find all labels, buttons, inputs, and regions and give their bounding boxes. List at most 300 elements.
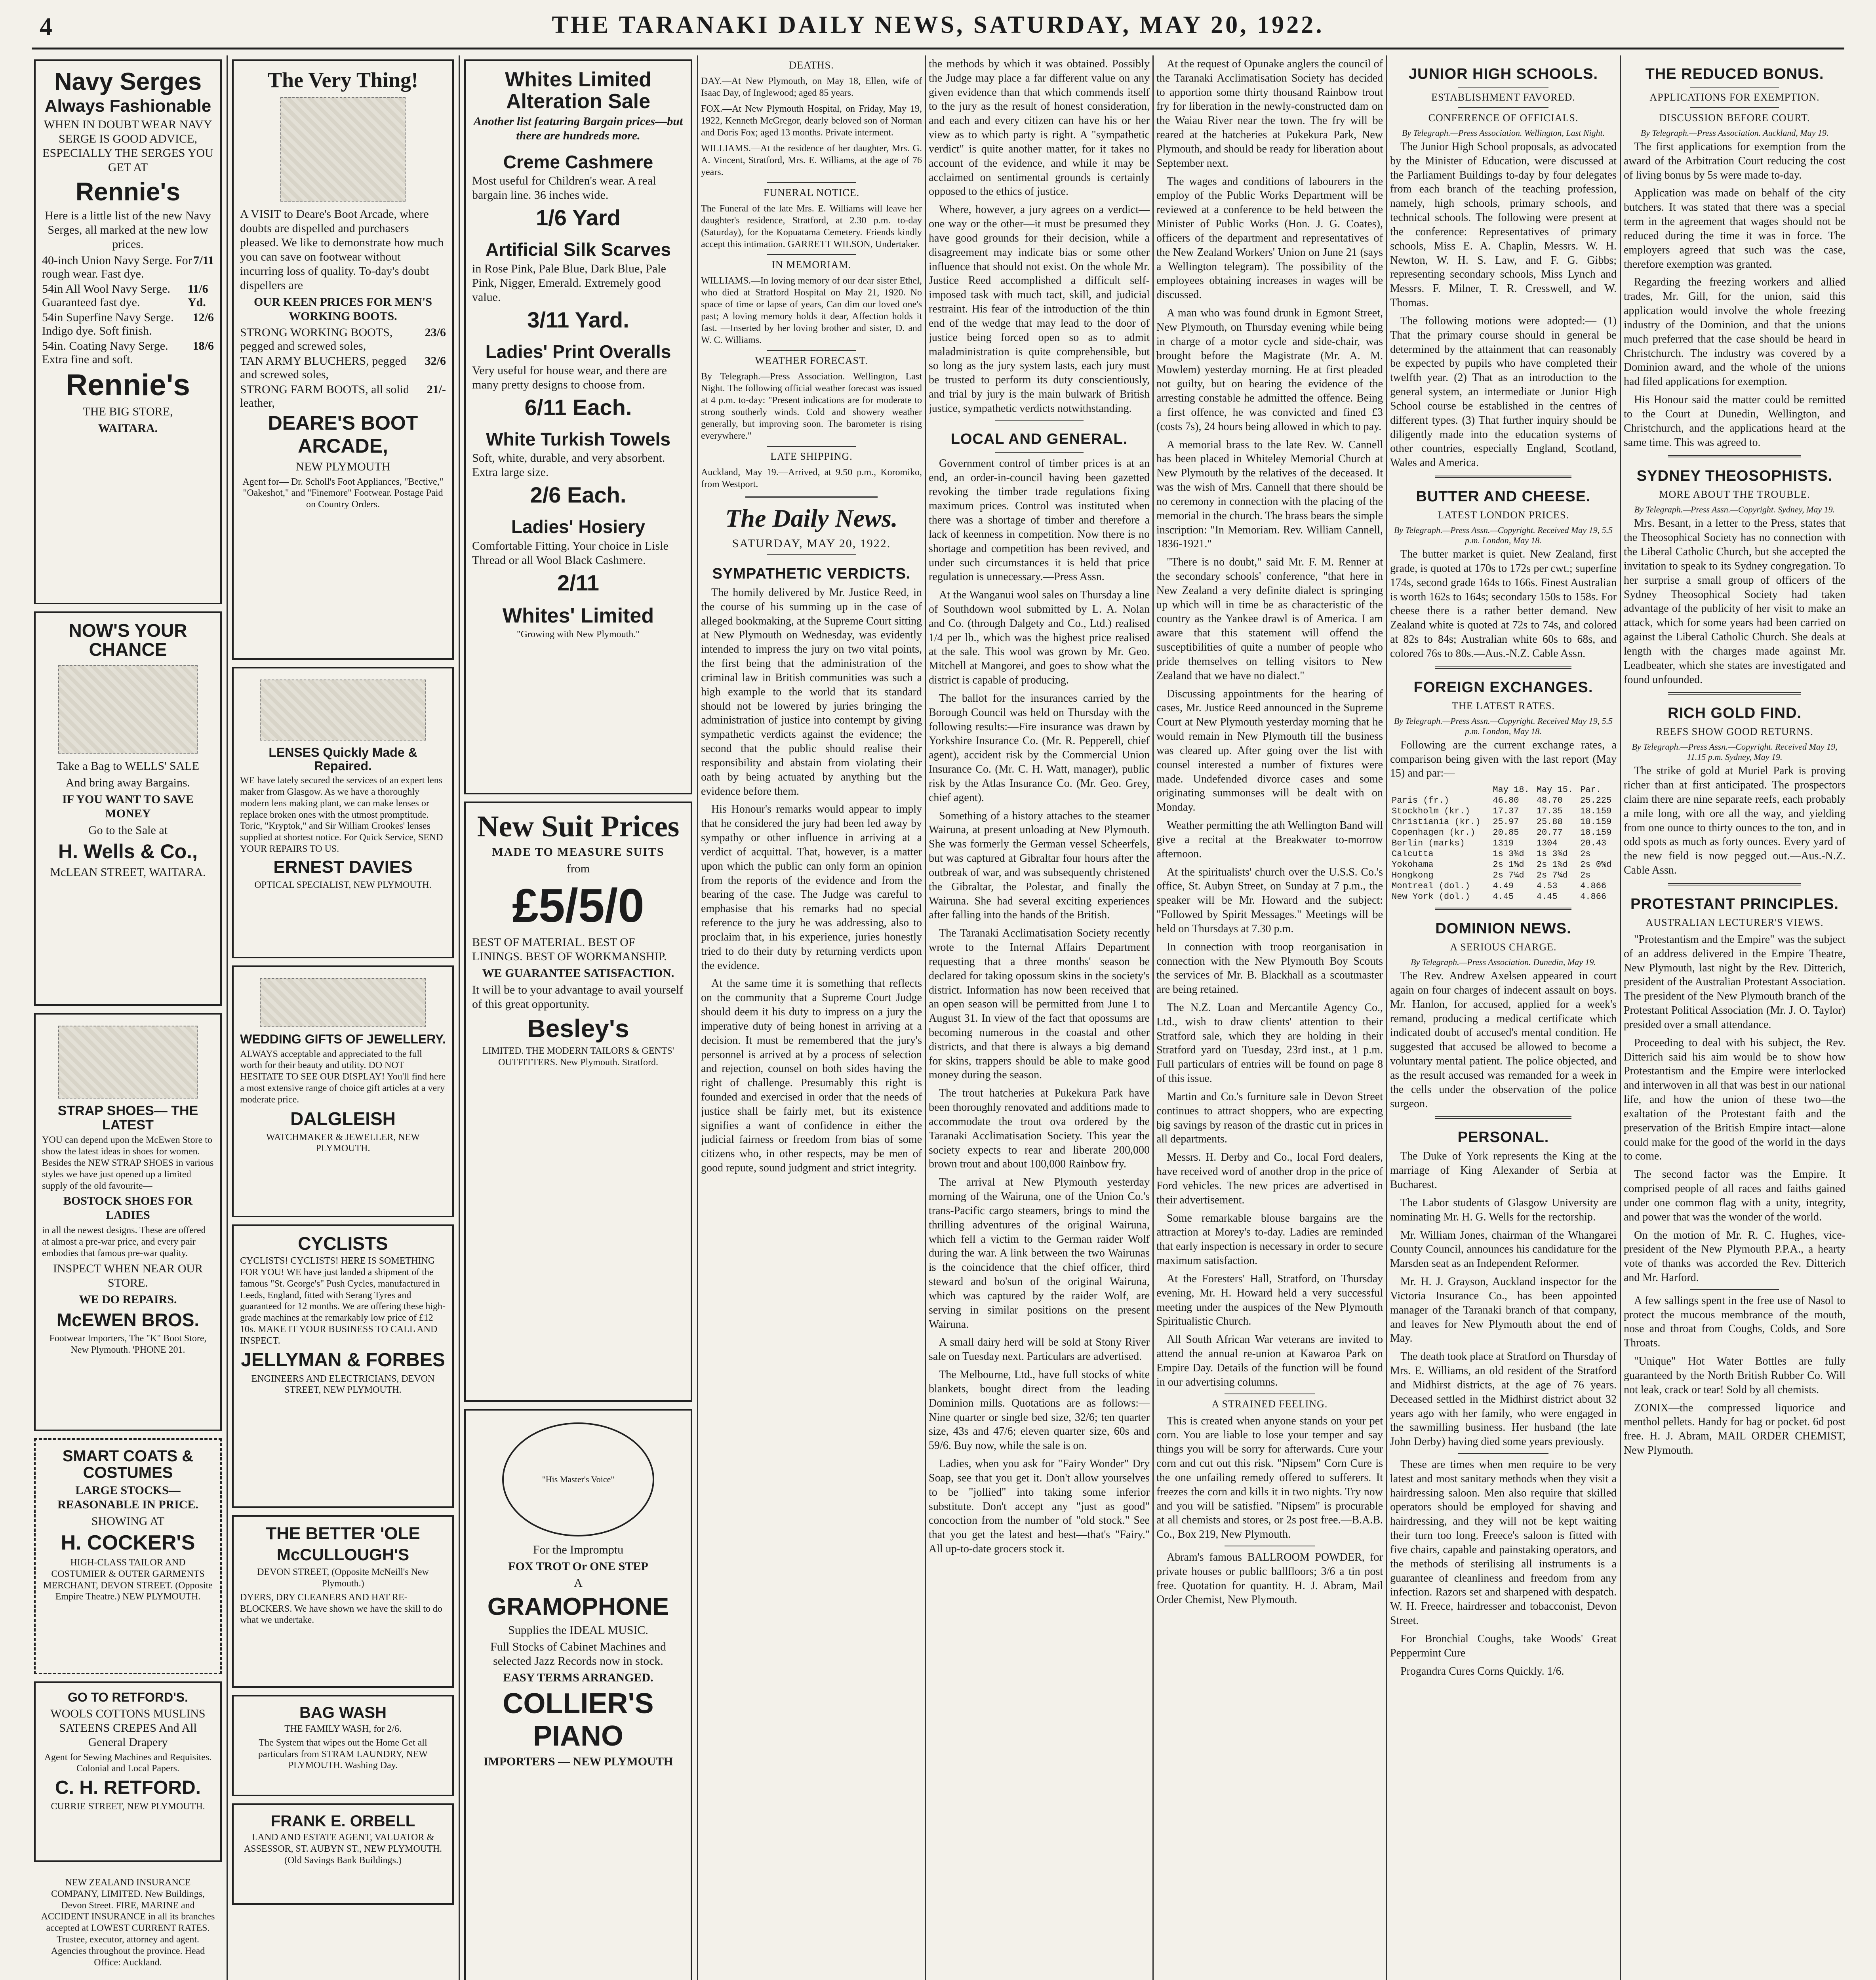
- ad-line: BEST OF MATERIAL. BEST OF LININGS. BEST OF WORKMANSHIP.: [472, 935, 667, 963]
- section-heading: DEATHS.: [789, 59, 834, 71]
- table-cell: 4.866: [1580, 892, 1607, 902]
- notice-text: FOX.—At New Plymouth Hospital, on Friday, May 19, 1922, Kenneth McGregor, dearly beloved son of Norman and Doris Fox; aged 13 months. Private interment.: [701, 104, 922, 138]
- store-town: NEW PLYMOUTH: [295, 460, 390, 473]
- item-desc: Most useful for Children's wear. A real bargain line. 36 inches wide.: [472, 174, 656, 202]
- subheading: APPLICATIONS FOR EXEMPTION.: [1649, 91, 1820, 103]
- article-paragraph: A few sallings spent in the free use of Nasol to protect the mucous membrance of the mouth, nose and throat from Coughs, Colds, and Sore Throats.: [1624, 1294, 1846, 1350]
- article-paragraph: Weather permitting the ath Wellington Band will give a recital at the Breakwater to-morrow afternoon.: [1156, 819, 1383, 860]
- article-paragraph: "There is no doubt," said Mr. F. M. Renner at the secondary schools' conference, "that here in New Zealand a very definite dialect is springing up which will in time be as characteristic of the country as the Yankee drawl is of America. I am aware that this statement will offend the susceptibilities of quite a number of people who pride themselves on telling visitors to New Zealand that we have no dialect.": [1156, 556, 1383, 682]
- store-agents: Agent for— Dr. Scholl's Foot Appliances, "Bective," "Oakeshot," and "Finemore" Footwear. Postage Paid on Country Orders.: [242, 476, 444, 510]
- article-paragraph: Mrs. Besant, in a letter to the Press, states that the Theosophical Society has no connection with the Liberal Catholic Church, but she accepted the invitation to speak to its Sydney congregation. To her surprise a small group of officers of the Sydney Theosophical Society had taken advantage of the publicity of her visit to make an attack, which for some years had been carried on against the Liberal Catholic Church. She deals at length with the charges made against Mr. Leadbeater, which she states are investigated and found unfounded.: [1624, 517, 1846, 686]
- store-name: JELLYMAN & FORBES: [241, 1349, 445, 1371]
- article-paragraph: The Duke of York represents the King at the marriage of King Alexander of Serbia at Bucharest.: [1390, 1150, 1617, 1191]
- store-address: DEVON STREET, (Opposite McNeill's New Plymouth.): [257, 1567, 429, 1589]
- item-price: 6/11 Each.: [524, 395, 632, 420]
- jewellery-illustration: [260, 978, 426, 1027]
- section-headline: JUNIOR HIGH SCHOOLS.: [1408, 66, 1598, 82]
- ad-text: DYERS, DRY CLEANERS AND HAT RE-BLOCKERS. We have shown we have the skill to do what we undertake.: [240, 1592, 442, 1626]
- gramophone-logo-icon: [502, 1422, 654, 1536]
- item-label: 54in All Wool Navy Serge. Guaranteed fast dye.: [42, 282, 170, 309]
- store-name: Rennie's: [75, 177, 181, 206]
- ad-line: WE DO REPAIRS.: [79, 1293, 177, 1306]
- divider: [1458, 107, 1549, 108]
- store-name: McCULLOUGH'S: [276, 1545, 409, 1564]
- ad-headline: Whites Limited Alteration Sale: [505, 68, 651, 113]
- table-cell: 48.70: [1536, 796, 1563, 806]
- column-rule: [459, 55, 460, 1980]
- ad-headline: NOW'S YOUR CHANCE: [69, 620, 187, 660]
- divider: [767, 554, 855, 555]
- divider: [767, 446, 855, 447]
- store-address: HIGH-CLASS TAILOR AND COSTUMIER & OUTER GARMENTS MERCHANT, DEVON STREET. (Opposite Empire Theatre.) NEW PLYMOUTH.: [43, 1557, 213, 1602]
- ad-items: WOOLS COTTONS MUSLINS SATEENS CREPES And All General Drapery: [50, 1707, 206, 1749]
- ad-line: Full Stocks of Cabinet Machines and selected Jazz Records now in stock.: [490, 1640, 667, 1668]
- item-label: 54in. Coating Navy Serge. Extra fine and soft.: [42, 339, 168, 366]
- column-5: [929, 55, 1150, 1980]
- column-4: [701, 55, 922, 1980]
- store-footer: Footwear Importers, The "K" Boot Store, New Plymouth. 'PHONE 201.: [49, 1333, 207, 1355]
- article-paragraph: The trout hatcheries at Pukekura Park have been thoroughly renovated and additions made to accommodate the trout ova ordered by the Taranaki Acclimatisation Society. This year the society expects to rear and liberate 200,000 brown trout and about 100,000 Rainbow fry.: [929, 1087, 1150, 1171]
- notice-text: WILLIAMS.—In loving memory of our dear sister Ethel, who died at Stratford Hospital on May 21, 1920. No space of time or lapse of years, Can dim our loved one's past; A loving memory holds it dear, Affection holds it fast. —Inserted by her loving brother and sister, D. and W. C. Williams.: [701, 276, 922, 345]
- divider: [1690, 1289, 1779, 1290]
- column-7: [1390, 55, 1617, 1980]
- ad-line: Go to the Sale at: [88, 823, 168, 837]
- notice-text: The Funeral of the late Mrs. E. Williams will leave her daughter's residence, Stratford, at 2.30 p.m. to-day (Saturday), for the Kopuatama Cemetery. Friends kindly accept this intimation. GARRETT WILSON, Undertaker.: [701, 204, 922, 249]
- table-row: [1390, 859, 1617, 870]
- item-name: Ladies' Hosiery: [511, 516, 646, 537]
- section-heading: FUNERAL NOTICE.: [763, 187, 860, 198]
- article-paragraph: Abram's famous BALLROOM POWDER, for private houses or public ballfloors; 3/6 a tin post free. Quotation for quantity. H. J. Abram, Mail Order Chemist, New Plymouth.: [1156, 1551, 1383, 1606]
- table-row: [1390, 817, 1617, 827]
- article-paragraph: Mr. H. J. Grayson, Auckland inspector for the Victoria Insurance Co., has been appointed manager of the Taranaki branch of that company, and leaves for New Plymouth about the end of May.: [1390, 1276, 1617, 1345]
- store-slogan: "Growing with New Plymouth.": [516, 629, 640, 640]
- table-cell: 2s 7¼d: [1536, 870, 1568, 881]
- table-cell: Paris (fr.): [1392, 796, 1449, 806]
- store-name: Whites' Limited: [502, 604, 654, 627]
- article-paragraph: "Protestantism and the Empire" was the subject of an address delivered in the Empire Theatre, New Plymouth, last night by the Rev. Ditterich, president of the Australian Protestant Association. The president of the New Plymouth branch of the Protestant Political Association (Mr. J. O. Taylor) presided over a small attendance.: [1624, 933, 1846, 1031]
- table-row: [1390, 838, 1617, 849]
- table-cell: 18.159: [1580, 828, 1612, 838]
- byline: By Telegraph.—Press Association. Dunedin, May 19.: [1411, 957, 1596, 967]
- ad-subhead: BOSTOCK SHOES FOR LADIES: [63, 1194, 193, 1222]
- article-paragraph: Application was made on behalf of the city butchers. It was stated that there was a special term in the agreement that wages should not be reduced during the time it was in force. The employers agreed that such was the case, therefore exemption was granted.: [1624, 187, 1846, 270]
- ad-line: LARGE STOCKS— REASONABLE IN PRICE.: [57, 1484, 198, 1511]
- dateline: SATURDAY, MAY 20, 1922.: [732, 537, 891, 550]
- page-title: THE TARANAKI DAILY NEWS, SATURDAY, MAY 20, 1922.: [552, 11, 1324, 38]
- divider: [1435, 1116, 1571, 1119]
- mccullough-advert: [232, 1515, 454, 1688]
- article-paragraph: The death took place at Stratford on Thursday of Mrs. E. Williams, an old resident of the Stratford and Midhirst districts, at the age of 76 years. Deceased settled in the Midhirst district about 32 years ago with her family, who were engaged in the sawmilling business. Her husband (the late John Derby) having died some years previously.: [1390, 1350, 1617, 1448]
- mcewen-advert: [34, 1013, 222, 1431]
- item-desc: Soft, white, durable, and very absorbent. Extra large size.: [472, 451, 665, 479]
- ad-line: And bring away Bargains.: [65, 776, 190, 789]
- section-headline: BUTTER AND CHEESE.: [1416, 488, 1591, 505]
- price-item: [240, 326, 446, 353]
- store-name: Rennie's: [66, 368, 190, 402]
- wells-advert: [34, 611, 222, 1006]
- item-label: STRONG FARM BOOTS, all solid leather,: [240, 383, 409, 409]
- ad-line: It will be to your advantage to avail yourself of this great opportunity.: [472, 983, 684, 1011]
- ad-text: Agent for Sewing Machines and Requisites. Colonial and Local Papers.: [44, 1752, 212, 1774]
- article-paragraph: The Junior High School proposals, as advocated by the Minister of Education, were discussed at the Parliament Buildings to-day by four delegates from each branch of the teaching profession, namely, high schools, primary schools, and technical schools. The following were present at the conference: Representatives of primary schools, Miss E. A. Chaplin, Messrs. W. H. Newton, W. H. S. Law, and F. G. Gibbs; representing secondary schools, Miss Lynch and Messrs. F. Milner, T. R. Cresswell, and W. Thomas.: [1390, 141, 1617, 309]
- spectacles-illustration: [260, 680, 426, 741]
- besley-advert: [464, 802, 692, 1402]
- item-label: 54in Superfine Navy Serge. Indigo dye. Soft finish.: [42, 311, 174, 338]
- item-label: STRONG WORKING BOOTS, pegged and screwed soles,: [240, 326, 393, 352]
- article-paragraph: Messrs. H. Derby and Co., local Ford dealers, have received word of another drop in the price of Ford vehicles. The new prices are advertised in their advertisement.: [1156, 1151, 1383, 1206]
- subheading: REEFS SHOW GOOD RETURNS.: [1656, 726, 1813, 738]
- article-paragraph: A small dairy herd will be sold at Stony River sale on Tuesday next. Particulars are advertised.: [929, 1336, 1150, 1363]
- section-headline: DOMINION NEWS.: [1435, 920, 1571, 937]
- price-item: [42, 339, 214, 366]
- ad-line: from: [566, 862, 590, 875]
- subheading: DISCUSSION BEFORE COURT.: [1659, 112, 1810, 124]
- article-paragraph: The butter market is quiet. New Zealand, first grade, is quoted at 170s to 172s per cwt.; superfine 174s, second grade 164s to 166s. Finest Australian is worth 162s to 164s; secondary 150s to 158s. For cheese there is a rather better demand. New Zealand white is quoted at 72s to 74s, and colored at 82s to 84s; Australian white 60s to 68s, and colored 76s to 80s.—Aus.-N.Z. Cable Assn.: [1390, 548, 1617, 660]
- ad-headline: LENSES Quickly Made & Repaired.: [269, 745, 417, 773]
- store-address: ENGINEERS AND ELECTRICIANS, DEVON STREET, NEW PLYMOUTH.: [251, 1373, 435, 1396]
- store-town: WAITARA.: [98, 422, 158, 435]
- ad-headline: STRAP SHOES— THE LATEST: [57, 1103, 198, 1133]
- article-paragraph: The ballot for the insurances carried by the Borough Council was held on Thursday with the following results:—Fire insurance was drawn by Yorkshire Insurance Co. (Mr. R. Pepperell, chief agent), accident risk by the Commercial Union Insurance Co. (Mr. C. H. Watt, manager), public risk by the Atlas Insurance Co. (Mr. Geo. Grey, chief agent).: [929, 692, 1150, 804]
- subheading: CONFERENCE OF OFFICIALS.: [1428, 112, 1579, 124]
- table-row: [1390, 827, 1617, 838]
- price-item: [42, 282, 214, 309]
- section-headline: PERSONAL.: [1457, 1129, 1549, 1146]
- section-heading: WEATHER FORECAST.: [755, 355, 868, 366]
- article-paragraph: The Labor students of Glasgow University are nominating Mr. H. G. Wells for the rectorship.: [1390, 1196, 1617, 1223]
- item-desc: in Rose Pink, Pale Blue, Dark Blue, Pale Pink, Nigger, Emerald. Extremely good value.: [472, 262, 666, 304]
- bagwash-advert: [232, 1695, 454, 1796]
- column-header: [1390, 784, 1491, 795]
- article-paragraph: Regarding the freezing workers and allied trades, Mr. Gill, for the union, said this application would involve the whole freezing industry of the Dominion, and that the unions much preferred that the case should be heard in Christchurch. The industry was covered by a Dominion award, and the whole of the unions had filed applications for exemption.: [1624, 276, 1846, 388]
- article-paragraph: The homily delivered by Mr. Justice Reed, in the course of his summing up in the case of alleged bookmaking, at the Supreme Court sitting at New Plymouth on Wednesday, was evidently intended to impress the jury on two vital points, the first being that the administration of the criminal law in British communities was such a high example to the world that its standard should not be lowered by juries bringing the administration of justice into contempt by giving sympathetic verdicts against the evidence; the second that the public should realise their responsibility and abstain from violating their oath by being actuated by anything but the evidence before them.: [701, 586, 922, 798]
- ad-headline: The Very Thing!: [267, 68, 419, 92]
- byline: By Telegraph.—Press Assn.—Copyright. Received May 19, 5.5 p.m. London, May 18.: [1394, 525, 1613, 546]
- table-cell: 2s: [1580, 849, 1591, 859]
- rennies-advert: [34, 59, 222, 604]
- store-address: CURRIE STREET, NEW PLYMOUTH.: [51, 1801, 205, 1812]
- section-heading: A STRAINED FEELING.: [1211, 1398, 1328, 1410]
- ad-headline: BAG WASH: [299, 1704, 387, 1721]
- item-name: Ladies' Print Overalls: [485, 341, 671, 362]
- section-headline: RICH GOLD FIND.: [1668, 705, 1802, 722]
- shoe-illustration: [58, 1026, 197, 1099]
- article-paragraph: "Unique" Hot Water Bottles are fully guaranteed by the North British Rubber Co. Will not leak, crack or tear! Sold by all chemists.: [1624, 1355, 1846, 1396]
- byline: By Telegraph.—Press Association. Wellington, Last Night.: [1402, 128, 1605, 138]
- article-paragraph: The N.Z. Loan and Mercantile Agency Co., Ltd., wish to draw clients' attention to their Stratford sale, which they are holding in their Stratford yard on Tuesday, 23rd inst., at 1 p.m. Full particulars of entries will be found on page 8 of this issue.: [1156, 1001, 1383, 1085]
- article-paragraph: At the Wanganui wool sales on Thursday a line of Southdown wool submitted by L. A. Nolan and Co. (through Dalgety and Co., Ltd.) realised 1/4 per lb., which was the highest price realised at the sale. This wool was grown by Mr. Geo. Mitchell at Mangorei, and goes to show what the district is capable of producing.: [929, 589, 1150, 687]
- store-name: H. COCKER'S: [61, 1531, 195, 1554]
- figure-illustration: [280, 97, 406, 202]
- exchange-rates-table: [1390, 784, 1617, 902]
- subheading: ESTABLISHMENT FAVORED.: [1431, 91, 1575, 103]
- table-cell: 20.43: [1580, 838, 1607, 849]
- item-price: 11/6 Yd.: [187, 282, 208, 309]
- collier-advert: [464, 1409, 692, 1980]
- ad-line: FOX TROT Or ONE STEP: [508, 1560, 648, 1573]
- byline: By Telegraph.—Press Assn.—Copyright. Sydney, May 19.: [1634, 505, 1835, 515]
- ad-line: MADE TO MEASURE SUITS: [492, 845, 665, 859]
- table-cell: 2s 1⅝d: [1493, 860, 1524, 870]
- table-cell: Yokohama: [1392, 860, 1434, 870]
- table-cell: 2s 7¼d: [1493, 870, 1524, 881]
- ad-headline: New Suit Prices: [477, 810, 680, 843]
- price-item: [240, 383, 446, 410]
- ad-line: A: [574, 1576, 583, 1590]
- column-rule: [925, 55, 926, 1980]
- table-cell: Montreal (dol.): [1392, 881, 1470, 891]
- store-name: DALGLEISH: [290, 1108, 396, 1129]
- item-price: 23/6: [425, 326, 446, 339]
- ad-text: ALWAYS acceptable and appreciated to the full worth for their beauty and utility. DO NOT HESITATE TO SEE OUR DISPLAY! You'll find here a most extensive range of choice gift articles at a very moderate price.: [240, 1049, 446, 1105]
- article-paragraph: The wages and conditions of labourers in the employ of the Public Works Department will be reviewed at a conference to be held between the Minister of Public Works (Hon. J. G. Coates), officers of the department and representatives of the New Zealand Workers' Union on June 21 (says a Wellington telegram). The possibility of the employees obtaining increases in wages will be discussed.: [1156, 175, 1383, 301]
- column-8: [1624, 55, 1846, 1980]
- article-paragraph: At the Foresters' Hall, Stratford, on Thursday evening, Mr. H. Howard held a very successful meeting under the auspices of the New Plymouth Spiritualistic Church.: [1156, 1272, 1383, 1328]
- store-address: WATCHMAKER & JEWELLER, NEW PLYMOUTH.: [266, 1132, 420, 1154]
- ad-line: Take a Bag to WELLS' SALE: [56, 759, 200, 773]
- article-paragraph: At the spiritualists' church over the U.S.S. Co.'s office, St. Aubyn Street, on Sunday at 7 p.m., the speaker will be Mr. Howard and the subject: "Followed by Spirit Messages." Meetings will be held on Thursdays at 7.30 p.m.: [1156, 866, 1383, 935]
- byline: By Telegraph.—Press Assn.—Copyright. Received May 19, 11.15 p.m. Sydney, May 19.: [1632, 742, 1838, 762]
- article-paragraph: On the motion of Mr. R. C. Hughes, vice-president of the New Plymouth P.P.A., a hearty vote of thanks was accorded the Rev. Ditterich and Mr. Harford.: [1624, 1229, 1846, 1284]
- store-name: Besley's: [527, 1014, 629, 1043]
- ad-text: in all the newest designs. These are offered at almost a pre-war price, and every pair embodies that famous pre-war quality.: [42, 1225, 206, 1258]
- table-row: [1390, 891, 1617, 902]
- column-rule: [1386, 55, 1387, 1980]
- table-row: [1390, 881, 1617, 891]
- divider: [767, 182, 855, 183]
- table-row: [1390, 849, 1617, 859]
- ad-headline: Navy Serges: [54, 68, 202, 95]
- item-name: Creme Cashmere: [503, 152, 653, 173]
- article-paragraph: Mr. William Jones, chairman of the Whangarei County Council, announces his candidature for the Marsden seat as an Independent Reformer.: [1390, 1229, 1617, 1270]
- ad-text: NEW ZEALAND INSURANCE COMPANY, LIMITED. New Buildings, Devon Street. FIRE, MARINE and ACCIDENT INSURANCE in all its branches accepted at LOWEST CURRENT RATES. Trustee, executor, attorney and agent. Agencies throughout the province. Head Office: Auckland.: [41, 1877, 215, 1968]
- ad-line: WE GUARANTEE SATISFACTION.: [482, 966, 674, 980]
- table-cell: New York (dol.): [1392, 892, 1470, 902]
- bag-illustration: [58, 665, 197, 754]
- ad-line: Supplies the IDEAL MUSIC.: [508, 1624, 648, 1637]
- table-cell: 25.97: [1493, 817, 1519, 827]
- ad-text: A VISIT to Deare's Boot Arcade, where doubts are dispelled and purchasers pleased. We like to demonstrate how much you can save on footwear without incurring loss of quality. To-day's doubt dispellers are: [240, 207, 444, 292]
- notice-text: By Telegraph.—Press Association. Wellington, Last Night. The following official weather forecast was issued at 4 p.m. to-day: "Present indications are for moderate to strong southerly winds. Cold and showery weather generally, but improving soon. The barometer is rising everywhere.": [701, 371, 922, 441]
- column-rule: [697, 55, 698, 1980]
- ad-line: INSPECT WHEN NEAR OUR STORE.: [53, 1262, 203, 1289]
- divider: [1690, 87, 1779, 88]
- orbell-advert: [232, 1803, 454, 1905]
- table-cell: 17.37: [1493, 806, 1519, 817]
- divider: [1435, 476, 1571, 478]
- subheading: MORE ABOUT THE TROUBLE.: [1659, 489, 1810, 501]
- table-cell: 1s 3¾d: [1536, 849, 1568, 859]
- subheading: AUSTRALIAN LECTURER'S VIEWS.: [1646, 916, 1824, 928]
- table-cell: 2s 1⅞d: [1536, 860, 1568, 870]
- store-name: COLLIER'S PIANO: [503, 1688, 654, 1752]
- ad-line: IF YOU WANT TO SAVE MONEY: [62, 792, 194, 820]
- item-label: 40-inch Union Navy Serge. For rough wear. Fast dye.: [42, 254, 192, 281]
- byline: By Telegraph.—Press Association. Auckland, May 19.: [1640, 128, 1829, 138]
- article-paragraph: Discussing appointments for the hearing of cases, Mr. Justice Reed announced in the Supreme Court at New Plymouth yesterday morning that he would remain in New Plymouth till the business was cleared up. After going over the list with counsel interested a number of fixtures were made. Undefended divorce cases and some originating summonses will be dealt with on Monday.: [1156, 687, 1383, 814]
- ad-intro: Another list featuring Bargain prices—but there are hundreds more.: [473, 115, 683, 143]
- column-6: [1156, 55, 1383, 1980]
- davies-advert: [232, 667, 454, 958]
- item-price: 7/11: [193, 254, 214, 267]
- divider: [767, 350, 855, 351]
- store-address: McLEAN STREET, WAITARA.: [50, 865, 206, 879]
- article-paragraph: ZONIX—the compressed liquorice and menthol pellets. Handy for bag or pocket. 6d post free. H. J. Abram, MAIL ORDER CHEMIST, New Plymouth.: [1624, 1401, 1846, 1457]
- table-cell: 46.80: [1493, 796, 1519, 806]
- article-paragraph: Something of a history attaches to the steamer Wairuna, at present unloading at New Plymouth. She was formerly the German vessel Scheerfels, but was captured at Gibraltar four hours after the outbreak of war, and was subsequently christened the Gibraltar, the Polestar, and finally the Wairuna. She had several exciting experiences after falling into the hands of the British.: [929, 809, 1150, 921]
- ad-side: THE FAMILY WASH, for 2/6.: [284, 1724, 402, 1734]
- store-name: C. H. RETFORD.: [55, 1777, 201, 1799]
- store-name: McEWEN BROS.: [56, 1309, 200, 1330]
- logo-label: "His Master's Voice": [542, 1474, 615, 1484]
- column-1: [32, 55, 224, 1980]
- table-cell: 17.35: [1536, 806, 1563, 817]
- table-cell: Hongkong: [1392, 870, 1434, 881]
- table-cell: Stockholm (kr.): [1392, 806, 1470, 817]
- article-paragraph: These are times when men require to be very latest and most sanitary methods when they visit a hairdressing saloon. Men also require that skilled operators should be employed for shaving and hairdressing, and they will not be kept waiting their turn too long. Freece's saloon is fitted with five chairs, capable and painstaking operators, and the methods of sterilising all instruments is a guarantee of cleanliness and freedom from any infection. Razors set and sharpened with despatch. W. H. Freece, hairdresser and tobacconist, Devon Street.: [1390, 1458, 1617, 1627]
- column-2: [230, 55, 456, 1980]
- column-header: Par.: [1580, 785, 1601, 795]
- divider: [1458, 87, 1549, 88]
- article-paragraph: The strike of gold at Muriel Park is proving richer than at first anticipated. The prospectors claim there are nine separate reefs, each probably a mile long, with ore all the way, and yielding from one ounce to thirty ounces to the ton, and in odd spots as much as forty ounces. Every yard of the new field is now pegged out.—Aus.-N.Z. Cable Assn.: [1624, 765, 1846, 877]
- deare-advert: [232, 59, 454, 660]
- table-cell: 25.88: [1536, 817, 1563, 827]
- article-paragraph: This is created when anyone stands on your pet corn. You are liable to lose your temper and say things you will be sorry for afterwards. Cure your corn and cut out this risk. "Nipsem" Corn Cure is the one unfailing remedy offered to sufferers. It freezes the corn and kills it in two nights. Try now and you will be satisfied. "Nipsem" is procurable at all chemists and stores, or 2s post free.—B.A.B. Co., Box 219, New Plymouth.: [1156, 1415, 1383, 1541]
- divider: [1668, 455, 1801, 457]
- article-paragraph: Proceeding to deal with his subject, the Rev. Ditterich said his aim would be to show how Protestantism and the Empire were interlocked and interwoven in all that was best in our national life, and how the union of these two—the exaltation of the Protestant faith and the preservation of the British Empire intact—alone could make for the good of the world in the days to come.: [1624, 1036, 1846, 1163]
- ad-line: EASY TERMS ARRANGED.: [503, 1671, 653, 1684]
- divider: [1668, 692, 1801, 695]
- table-cell: Berlin (marks): [1392, 838, 1465, 849]
- ad-intro: WHEN IN DOUBT WEAR NAVY SERGE IS GOOD ADVICE, ESPECIALLY THE SERGES YOU GET AT: [42, 118, 213, 174]
- article-paragraph: Some remarkable blouse bargains are the attraction at Morey's to-day. Ladies are reminded that early inspection is necessary in order to secure maximum satisfaction.: [1156, 1212, 1383, 1267]
- table-cell: 25.225: [1580, 796, 1612, 806]
- divider: [1435, 908, 1571, 910]
- article-paragraph: The arrival at New Plymouth yesterday morning of the Wairuna, one of the Union Co.'s trans-Pacific cargo steamers, brings to mind the thrilling adventures of the original Wairuna, which fell a victim to the German raider Wolf during the war. A link between the two Wairunas is the coincidence that the chief officer, third steward and bo'sun of the original Wairuna, which was captured by the raider Wolf, are serving in similar positions on the present Wairuna.: [929, 1176, 1150, 1331]
- ad-line: SHOWING AT: [91, 1515, 165, 1528]
- dalgleish-advert: [232, 965, 454, 1217]
- column-header: May 18.: [1493, 785, 1529, 795]
- item-name: White Turkish Towels: [486, 429, 670, 450]
- section-headline: LOCAL AND GENERAL.: [950, 430, 1128, 447]
- jellyman-advert: [232, 1224, 454, 1508]
- ad-text: LAND AND ESTATE AGENT, VALUATOR & ASSESSOR, ST. AUBYN ST., NEW PLYMOUTH. (Old Savings Bank Buildings.): [244, 1832, 442, 1866]
- item-price: 2/6 Each.: [530, 482, 627, 508]
- editorial-headline: SYMPATHETIC VERDICTS.: [712, 565, 911, 582]
- item-price: 18/6: [192, 339, 214, 353]
- table-header: [1390, 784, 1617, 795]
- store-tagline: THE BIG STORE,: [83, 405, 173, 419]
- ad-headline: CYCLISTS: [298, 1233, 388, 1254]
- ad-headline: THE BETTER 'OLE: [266, 1524, 420, 1543]
- article-paragraph: The Rev. Andrew Axelsen appeared in court again on four charges of indecent assault on boys. Mr. Hanlon, for accused, applied for a week's remand, producing a medical certificate which indicated doubt of accused's mental condition. He suggested that accused be allowed to become a voluntary mental patient. The police objected, and as the result accused was remanded for a week in the cells under the observation of the police surgeon.: [1390, 970, 1617, 1110]
- notice-text: DAY.—At New Plymouth, on May 18, Ellen, wife of Isaac Day, of Inglewood; aged 85 years.: [701, 76, 922, 98]
- table-cell: 2s 0⅝d: [1580, 860, 1612, 870]
- store-name: FRANK E. ORBELL: [270, 1812, 415, 1830]
- newspaper-nameplate: The Daily News.: [725, 504, 898, 532]
- section-headline: THE REDUCED BONUS.: [1645, 66, 1824, 82]
- table-cell: Christiania (kr.): [1392, 817, 1481, 827]
- ad-text: YOU can depend upon the McEwen Store to show the latest ideas in shoes for women. Besides the NEW STRAP SHOES in various styles we have just opened up a limited supply of the old favourite—: [42, 1135, 214, 1191]
- item-desc: Very useful for house wear, and there are many pretty designs to choose from.: [472, 364, 667, 392]
- table-cell: Copenhagen (kr.): [1392, 828, 1476, 838]
- store-name: DEARE'S BOOT ARCADE,: [268, 411, 418, 457]
- divider: [1458, 1453, 1549, 1454]
- article-paragraph: At the same time it is something that reflects on the community that a Supreme Court Judge should deem it his duty to impress on a jury the imperative duty of being honest in arriving at a decision. It must be remembered that the jury's personnel is arrived at by a process of selection and rejection, counsel on both sides having the right of challenge. Presumably this right is founded and exercised in order that the needs of justice shall be fairly met, but its existence signifies a want of confidence in either the judicial fairness or freedom from bias of some citizens who, in other respects, may be men of good repute, sound judgment and strict integrity.: [701, 977, 922, 1175]
- article-paragraph: The Taranaki Acclimatisation Society recently wrote to the Internal Affairs Department requesting that a three months' season be declared for taking opossum skins in the society's district. Information has now been received that an open season will be permitted from June 1 to August 31. In view of the fact that opossums are becoming numerous in the coastal and other districts, and that there is always a big demand for skins, trappers should be able to make good money during the season.: [929, 927, 1150, 1081]
- column-header: May 15.: [1536, 785, 1573, 795]
- store-name: H. Wells & Co.,: [58, 840, 198, 862]
- byline: By Telegraph.—Press Assn.—Copyright. Received May 19, 5.5 p.m. London, May 18.: [1394, 716, 1613, 736]
- store-address: IMPORTERS — NEW PLYMOUTH: [483, 1755, 673, 1768]
- divider: [1668, 883, 1801, 885]
- article-paragraph: The first applications for exemption from the award of the Arbitration Court reducing the cost of living bonus by 5s were made to-day.: [1624, 141, 1846, 181]
- insurance-advert: [34, 1869, 222, 1979]
- article-paragraph: Following are the current exchange rates, a comparison being given with the last report (May 15) and par:—: [1390, 739, 1617, 780]
- article-paragraph: In connection with troop reorganisation in connection with the New Plymouth Boy Scouts the services of Mr. B. Blackhall as a scoutmaster are being retained.: [1156, 940, 1383, 996]
- article-paragraph: All South African War veterans are invited to attend the annual re-union at Kawaroa Park on Empire Day. Details of the function will be found in our advertising columns.: [1156, 1333, 1383, 1388]
- divider: [995, 452, 1083, 453]
- item-price: 3/11 Yard.: [527, 307, 629, 332]
- ad-text: WE have lately secured the services of an expert lens maker from Glasgow. As we have a thoroughly modern lens making plant, we can make lenses or replace broken ones with the utmost promptitude. Toric, "Kryptok," and Sir William Crookes' lenses supplied at shortest notice. For Quick Service, SEND YOUR REPAIRS TO US.: [240, 775, 443, 854]
- divider: [995, 420, 1083, 421]
- table-row: [1390, 795, 1617, 806]
- item-name: Artificial Silk Scarves: [486, 239, 671, 260]
- section-heading: IN MEMORIAM.: [771, 259, 851, 270]
- section-headline: FOREIGN EXCHANGES.: [1413, 679, 1593, 696]
- ad-headline: SMART COATS & COSTUMES: [62, 1447, 194, 1481]
- section-headline: PROTESTANT PRINCIPLES.: [1630, 895, 1839, 912]
- column-rule: [1152, 55, 1154, 1980]
- cocker-advert: [34, 1438, 222, 1674]
- table-cell: 2s: [1580, 870, 1591, 881]
- masthead: [0, 0, 1876, 48]
- ad-headline: GO TO RETFORD'S.: [68, 1690, 188, 1704]
- item-price: 32/6: [425, 354, 446, 367]
- subheading: THE LATEST RATES.: [1452, 700, 1555, 712]
- masthead-rule: [32, 48, 1844, 50]
- item-price: 1/6 Yard: [536, 205, 621, 230]
- table-cell: 1319: [1493, 838, 1514, 849]
- column-3: [462, 55, 695, 1980]
- article-paragraph: A memorial brass to the late Rev. W. Cannell has been placed in Whiteley Memorial Church at New Plymouth by the relatives of the deceased. It was the wish of Mrs. Cannell that there should be no ceremony in connection with the placing of the memorial in the church. The brass bears the simple inscription: "In Memoriam. Rev. William Cannell, 1836-1921.": [1156, 438, 1383, 550]
- article-paragraph: His Honour's remarks would appear to imply that he considered the jury had been led away by sympathy or other influence in arriving at a verdict of acquittal. That, however, is a matter upon which the public can only form an opinion from the reports of the evidence and from the bearing of the case. The Judge was careful to emphasise that his remarks had no special reference to the jury he was addressing, also to proclaim that, in his experience, juries honestly tried to do their duty by returning verdicts upon the evidence.: [701, 803, 922, 972]
- article-paragraph: the methods by which it was obtained. Possibly the Judge may place a far different value on any given evidence than that which commends itself to the jury as the result of honest consideration, and each and every citizen can have his or her view as to which party is right. A "sympathetic verdict" is quite another matter, for it takes no account of the evidence, and while it may be acclaimed on sentimental grounds is certainly opposed to the ethics of justice.: [929, 58, 1150, 198]
- ad-subheadline: Always Fashionable: [44, 96, 211, 116]
- divider: [767, 254, 855, 255]
- divider: [1690, 107, 1779, 108]
- table-cell: 20.77: [1536, 828, 1563, 838]
- table-row: [1390, 870, 1617, 881]
- divider: [1435, 666, 1571, 669]
- item-label: TAN ARMY BLUCHERS, pegged and screwed soles,: [240, 354, 406, 381]
- suit-price: £5/5/0: [512, 879, 644, 932]
- article-paragraph: Where, however, a jury agrees on a verdict—one way or the other—it must be presumed they have good grounds for their decision, while a disagreement may indicate bias or some other influence that should not exist. On the whole Mr. Justice Reed accomplished a difficult self-imposed task with much tact, skill, and judicial restraint. His fear of the introduction of the thin end of the wedge that may lead to the door of justice being forced open so as to admit maladministration is quite comprehensible, but so long as the jury system lasts, each jury must be trusted to perform its duty conscientiously, and trial by jury is the main bulwark of British justice, sympathetic verdicts notwithstanding.: [929, 204, 1150, 415]
- article-paragraph: Government control of timber prices is at an end, an order-in-council having been gazetted revoking the timber trade regulations fixing maximum prices. Control was instituted when there was a shortage of timber and therefore a lack of keenness in competition. Now there is no shortage and competition has been revived, and under such circumstances it is held that price regulation is unnecessary.—Press Assn.: [929, 457, 1150, 583]
- table-cell: 4.45: [1536, 892, 1558, 902]
- article-paragraph: A man who was found drunk in Egmont Street, New Plymouth, on Thursday evening while being in charge of a motor cycle and side-chair, was brought before the Magistrate (Mr. A. M. Mowlem) yesterday morning. He at first pleaded not guilty, but on hearing the evidence of the arresting constable he admitted the offence. Being a first offence, he was convicted and fined £3 (costs 7s), 24 hours being allowed in which to pay.: [1156, 307, 1383, 433]
- table-cell: 1s 3¾d: [1493, 849, 1524, 859]
- item-price: 12/6: [192, 311, 214, 324]
- column-rule: [1620, 55, 1621, 1980]
- whites-advert: [464, 59, 692, 794]
- article-paragraph: The following motions were adopted:— (1) That the primary course should in general be determined by the attainment that can reasonably be expected by pupils who have completed their twelfth year. (2) That as an introduction to the general system, an intermediate or Junior High School course be established in the centres of different types. (3) That further inquiry should be diligently made into the education systems of other countries, especially England, Scotland, Wales and America.: [1390, 314, 1617, 469]
- ad-headline: WEDDING GIFTS OF JEWELLERY.: [240, 1032, 446, 1046]
- article-paragraph: The second factor was the Empire. It comprised people of all races and faiths gained under one common flag with a unity, integrity, and power that was the wonder of the world.: [1624, 1168, 1846, 1223]
- table-cell: 1304: [1536, 838, 1558, 849]
- notice-text: Auckland, May 19.—Arrived, at 9.50 p.m., Koromiko, from Westport.: [701, 467, 922, 489]
- store-name: ERNEST DAVIES: [273, 857, 413, 877]
